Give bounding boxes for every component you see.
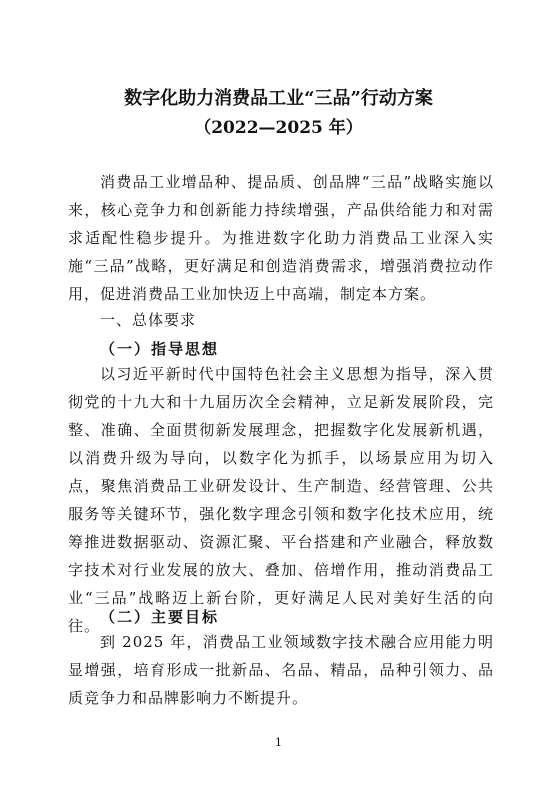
- document-subtitle: （2022—2025 年）: [194, 118, 363, 138]
- document-title: 数字化助力消费品工业“三品”行动方案: [124, 88, 433, 109]
- section-heading-general-requirements: 一、总体要求: [100, 311, 197, 329]
- intro-paragraph: 消费品工业增品种、提品质、创品牌“三品”战略实施以来，核心竞争力和创新能力持续增强，产品供给能力和对需求适配性稳步提升。为推进数字化助力消费品工业深入实施“三品”战略，更好满足和创造消费需求，增强消费拉动作用，促进消费品工业加快迈上中高端，制定本方案。: [68, 173, 494, 303]
- guiding-ideology-paragraph: 以习近平新时代中国特色社会主义思想为指导，深入贯彻党的十九大和十九届历次全会精神，立足新发展阶段，完整、准确、全面贯彻新发展理念，把握数字化发展新机遇，以消费升级为导向，以数字化为抓手，以场景应用为切入点，聚焦消费品工业研发设计、生产制造、经营管理、公共服务等关键环节，强化数字理念引领和数字化技术应用，统筹推进数据驱动、资源汇聚、平台搭建和产业融合，释放数字技术对行业发展的放大、叠加、倍增作用，推动消费品工业“三品”战略迈上新台阶，更好满足人民对美好生活的向往。: [68, 365, 494, 635]
- main-goals-paragraph: 到 2025 年，消费品工业领域数字技术融合应用能力明显增强，培育形成一批新品、名品、精品，品种引领力、品质竞争力和品牌影响力不断提升。: [68, 633, 494, 707]
- subsection-heading-main-goals: （二）主要目标: [100, 608, 220, 626]
- page-number: 1: [275, 736, 282, 749]
- subsection-heading-guiding-ideology: （一）指导思想: [100, 340, 220, 358]
